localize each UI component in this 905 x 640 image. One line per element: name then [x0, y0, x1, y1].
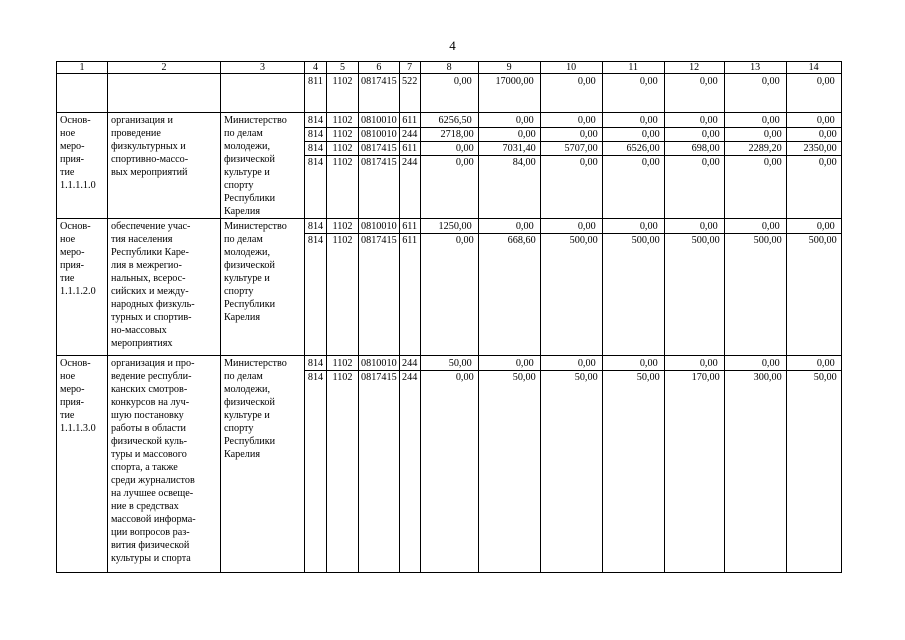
measure-title [57, 74, 108, 113]
code-value: 811 [308, 76, 323, 87]
amount-value: 84,00 [479, 155, 540, 169]
amount-value: 7031,40 [479, 141, 540, 155]
amount-value: 0,00 [603, 155, 664, 169]
column-header: 14 [786, 62, 841, 74]
amount-value: 0,00 [541, 155, 602, 169]
code-value: 1102 [327, 141, 358, 155]
amount-value: 0,00 [639, 221, 658, 232]
amount-value: 0,00 [577, 221, 596, 232]
amount-value: 0,00 [453, 76, 472, 87]
amount-value: 0,00 [665, 155, 724, 169]
code-value: 611 [400, 233, 420, 247]
column-header: 13 [724, 62, 786, 74]
code-value: 814 [305, 233, 326, 247]
amount-cell [478, 356, 540, 573]
table-row [57, 219, 842, 356]
responsible-executor [221, 74, 305, 113]
code-value: 814 [305, 370, 326, 384]
code-value: 611 [402, 115, 418, 126]
code-value: 0810010 [361, 221, 397, 232]
code-value: 0817415 [361, 143, 397, 154]
amount-value: 5707,00 [541, 141, 602, 155]
amount-value: 0,00 [515, 115, 534, 126]
amount-value: 50,00 [448, 358, 472, 369]
amount-cell [786, 219, 841, 356]
header-row [57, 62, 842, 74]
amount-cell [664, 219, 724, 356]
amount-cell [478, 74, 540, 113]
amount-cell [724, 113, 786, 219]
amount-cell [420, 113, 478, 219]
code-value: 244 [400, 155, 420, 169]
column-header: 10 [540, 62, 602, 74]
amount-cell [540, 113, 602, 219]
amount-cell [602, 113, 664, 219]
amount-value: 0,00 [479, 127, 540, 141]
measure-description: обеспечение учас- тия населения Республики Каре- лия в межрегио- нальных, всерос- сийских и между- народных физкуль- турных и спортив- но-массовых мероприятиях [108, 219, 221, 356]
responsible-executor: Министерство по делам молодежи, физической культуре и спорту Республики Карелия [221, 113, 305, 219]
column-header: 7 [399, 62, 420, 74]
amount-cell [540, 356, 602, 573]
code-cell [399, 356, 420, 573]
code-cell [359, 356, 400, 573]
amount-value: 0,00 [761, 358, 780, 369]
amount-value: 0,00 [816, 76, 835, 87]
table-row [57, 74, 842, 113]
amount-value: 17000,00 [495, 76, 534, 87]
code-value: 814 [307, 358, 324, 369]
amount-cell [420, 219, 478, 356]
amount-cell [724, 74, 786, 113]
column-header: 3 [221, 62, 305, 74]
amount-cell [664, 356, 724, 573]
amount-cell [786, 113, 841, 219]
code-value: 814 [305, 155, 326, 169]
column-header: 11 [602, 62, 664, 74]
amount-cell [664, 74, 724, 113]
code-value: 1102 [327, 155, 358, 169]
amount-cell [724, 356, 786, 573]
code-value: 814 [305, 141, 326, 155]
amount-value: 668,60 [479, 233, 540, 247]
amount-value: 0,00 [639, 115, 658, 126]
code-value: 244 [400, 370, 420, 384]
amount-cell [540, 219, 602, 356]
budget-table [56, 61, 842, 573]
code-cell [399, 74, 420, 113]
code-value: 0810010 [361, 129, 397, 140]
code-cell [327, 113, 359, 219]
code-value: 244 [400, 127, 420, 141]
amount-value: 0,00 [816, 221, 835, 232]
code-cell [359, 219, 400, 356]
amount-cell [786, 74, 841, 113]
amount-cell [602, 356, 664, 573]
code-cell [327, 219, 359, 356]
amount-value: 500,00 [725, 233, 786, 247]
amount-cell [724, 219, 786, 356]
code-cell [327, 74, 359, 113]
amount-value: 0,00 [761, 221, 780, 232]
amount-value: 2350,00 [787, 141, 841, 155]
code-cell [399, 219, 420, 356]
measure-title: Основ- ное меро- прия- тие 1.1.1.2.0 [57, 219, 108, 356]
amount-value: 0,00 [699, 115, 718, 126]
code-value: 522 [402, 76, 418, 87]
amount-cell [478, 113, 540, 219]
amount-value: 500,00 [665, 233, 724, 247]
column-header: 12 [664, 62, 724, 74]
code-value: 1102 [332, 115, 353, 126]
code-value: 0817415 [361, 235, 397, 246]
amount-value: 0,00 [816, 115, 835, 126]
amount-value: 6256,50 [438, 115, 472, 126]
measure-title: Основ- ное меро- прия- тие 1.1.1.1.0 [57, 113, 108, 219]
column-header: 6 [359, 62, 400, 74]
amount-value: 2289,20 [725, 141, 786, 155]
amount-value: 2718,00 [421, 127, 478, 141]
amount-value: 500,00 [603, 233, 664, 247]
measure-description: организация и проведение физкультурных и спортивно-массо- вых мероприятий [108, 113, 221, 219]
amount-cell [664, 113, 724, 219]
amount-value: 0,00 [699, 358, 718, 369]
code-value: 1102 [332, 358, 353, 369]
column-header: 9 [478, 62, 540, 74]
code-cell [305, 74, 327, 113]
amount-value: 0,00 [787, 127, 841, 141]
amount-value: 0,00 [639, 358, 658, 369]
amount-value: 0,00 [761, 76, 780, 87]
amount-value: 0,00 [515, 221, 534, 232]
code-value: 611 [402, 221, 418, 232]
code-value: 814 [307, 115, 324, 126]
amount-cell [420, 356, 478, 573]
amount-cell [786, 356, 841, 573]
amount-value: 0,00 [725, 127, 786, 141]
amount-value: 0,00 [816, 358, 835, 369]
amount-cell [602, 74, 664, 113]
code-cell [327, 356, 359, 573]
code-cell [399, 113, 420, 219]
code-cell [305, 356, 327, 573]
amount-cell [540, 74, 602, 113]
code-value: 1102 [332, 221, 353, 232]
code-value: 0810010 [361, 358, 397, 369]
code-value: 244 [402, 358, 418, 369]
measure-description: организация и про- ведение республи- канских смотров- конкурсов на луч- шую постановку работы в области физической куль- туры и массового спорта, а также среди журналистов на лучшее освеще- ние в средствах массовой информа- ции вопросов раз- вития физической культуры и спорта [108, 356, 221, 573]
amount-value: 0,00 [421, 233, 478, 247]
code-value: 814 [305, 127, 326, 141]
amount-value: 300,00 [725, 370, 786, 384]
amount-value: 0,00 [421, 370, 478, 384]
amount-value: 0,00 [577, 76, 596, 87]
code-value: 0817415 [361, 76, 397, 87]
amount-value: 50,00 [787, 370, 841, 384]
amount-cell [602, 219, 664, 356]
code-value: 1102 [327, 370, 358, 384]
amount-value: 170,00 [665, 370, 724, 384]
code-cell [359, 113, 400, 219]
amount-value: 0,00 [639, 76, 658, 87]
column-header: 2 [108, 62, 221, 74]
column-header: 8 [420, 62, 478, 74]
responsible-executor: Министерство по делам молодежи, физической культуре и спорту Республики Карелия [221, 219, 305, 356]
code-value: 1102 [327, 127, 358, 141]
column-header: 4 [305, 62, 327, 74]
amount-value: 500,00 [541, 233, 602, 247]
measure-title: Основ- ное меро- прия- тие 1.1.1.3.0 [57, 356, 108, 573]
amount-value: 0,00 [665, 127, 724, 141]
code-value: 0817415 [361, 372, 397, 383]
code-value: 0810010 [361, 115, 397, 126]
code-value: 611 [400, 141, 420, 155]
amount-value: 0,00 [603, 127, 664, 141]
code-cell [359, 74, 400, 113]
amount-value: 500,00 [787, 233, 841, 247]
amount-value: 0,00 [577, 115, 596, 126]
amount-value: 0,00 [761, 115, 780, 126]
amount-value: 50,00 [479, 370, 540, 384]
amount-value: 0,00 [699, 221, 718, 232]
code-value: 1102 [327, 233, 358, 247]
amount-value: 1250,00 [438, 221, 472, 232]
amount-value: 0,00 [725, 155, 786, 169]
code-cell [305, 219, 327, 356]
amount-value: 0,00 [421, 155, 478, 169]
amount-value: 0,00 [541, 127, 602, 141]
amount-value: 0,00 [515, 358, 534, 369]
code-value: 814 [307, 221, 324, 232]
table-row [57, 113, 842, 219]
amount-value: 0,00 [577, 358, 596, 369]
code-cell [305, 113, 327, 219]
amount-value: 0,00 [421, 141, 478, 155]
responsible-executor: Министерство по делам молодежи, физической культуре и спорту Республики Карелия [221, 356, 305, 573]
amount-value: 0,00 [787, 155, 841, 169]
amount-value: 50,00 [541, 370, 602, 384]
amount-cell [478, 219, 540, 356]
table-row [57, 356, 842, 573]
amount-value: 0,00 [699, 76, 718, 87]
column-header: 1 [57, 62, 108, 74]
column-header: 5 [327, 62, 359, 74]
page-number: 4 [449, 38, 456, 53]
code-value: 1102 [332, 76, 353, 87]
amount-value: 698,00 [665, 141, 724, 155]
amount-cell [420, 74, 478, 113]
code-value: 0817415 [361, 157, 397, 168]
measure-description [108, 74, 221, 113]
amount-value: 6526,00 [603, 141, 664, 155]
amount-value: 50,00 [603, 370, 664, 384]
